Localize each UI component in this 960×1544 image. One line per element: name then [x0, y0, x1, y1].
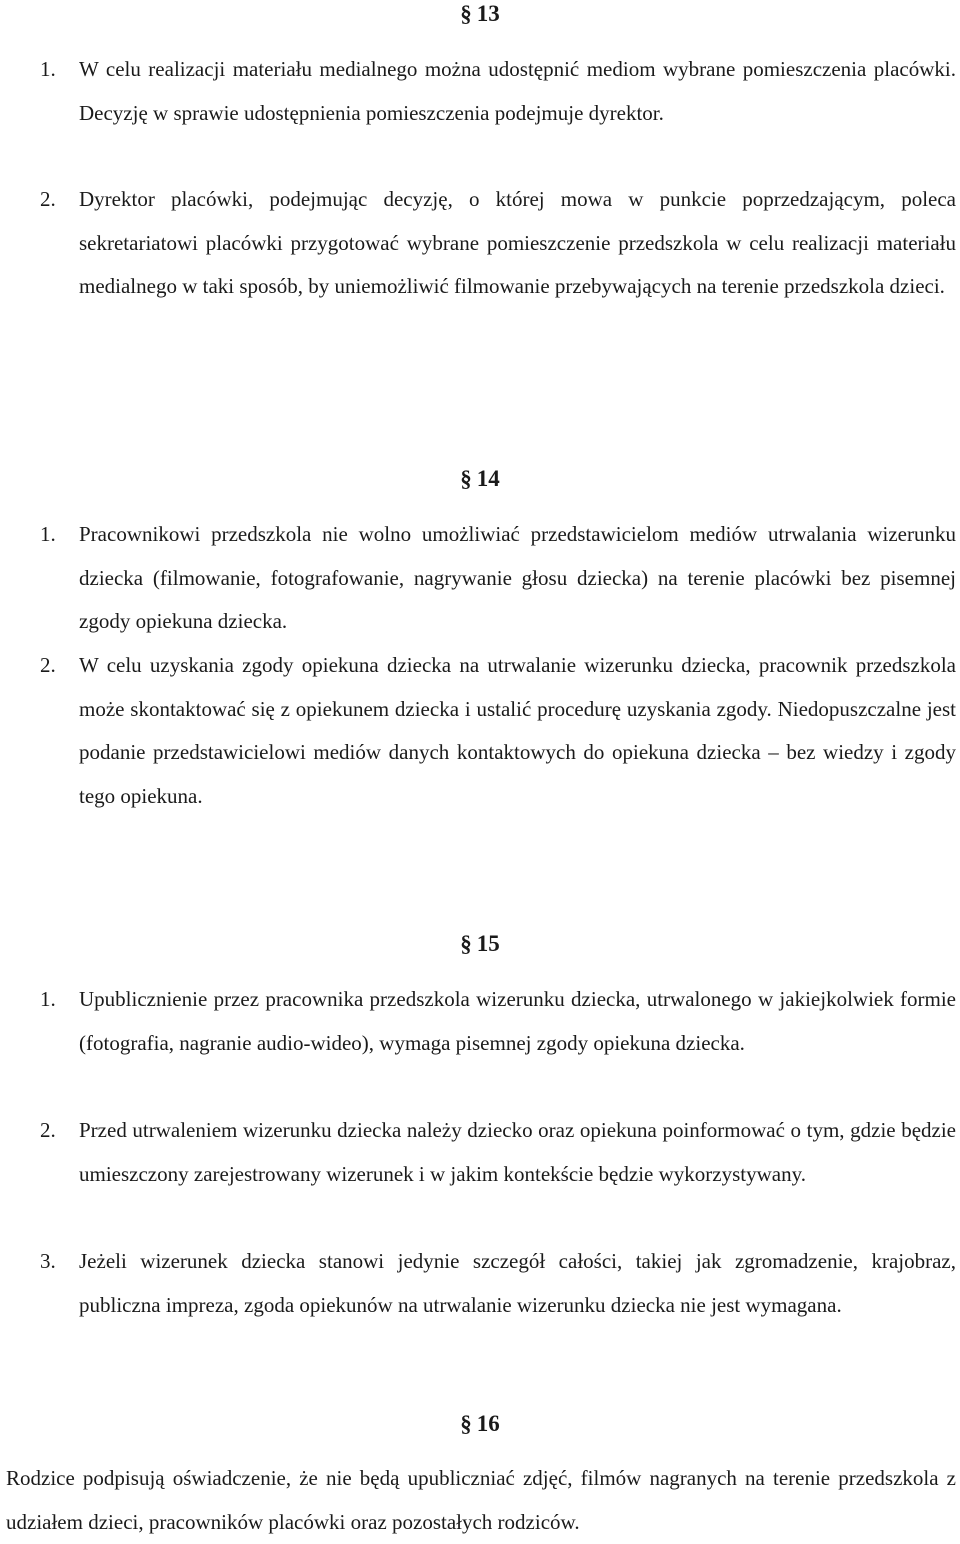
section-13-point-1	[40, 48, 956, 135]
section-number: 15	[476, 931, 500, 956]
point-text: W celu realizacji materiału medialnego można udostępnić mediom wybrane pomieszczenia placówki. Decyzję w sprawie udostępnienia pomieszczenia podejmuje dyrektor.	[79, 57, 956, 125]
section-heading-13	[0, 0, 960, 28]
section-symbol: §	[460, 1411, 472, 1436]
point-text: Dyrektor placówki, podejmując decyzję, o której mowa w punkcie poprzedzającym, poleca sekretariatowi placówki przygotować wybrane pomieszczenie przedszkola w celu realizacji materiału medialnego w taki sposób, by uniemożliwić filmowanie przebywających na terenie przedszkola dzieci.	[79, 187, 956, 298]
point-number: 1.	[40, 57, 56, 81]
section-15-point-2	[40, 1109, 956, 1196]
point-text: Upublicznienie przez pracownika przedszkola wizerunku dziecka, utrwalonego w jakiejkolwiek formie (fotografia, nagranie audio-wideo), wymaga pisemnej zgody opiekuna dziecka.	[79, 987, 956, 1055]
point-text: W celu uzyskania zgody opiekuna dziecka na utrwalanie wizerunku dziecka, pracownik przedszkola może skontaktować się z opiekunem dziecka i ustalić procedurę uzyskania zgody. Niedopuszczalne jest podanie przedstawicielowi mediów danych kontaktowych do opiekuna dziecka – bez wiedzy i zgody tego opiekuna.	[79, 653, 956, 808]
section-15-point-1	[40, 978, 956, 1065]
section-number: 14	[476, 466, 500, 491]
section-15-point-3	[40, 1240, 956, 1327]
section-heading-15	[0, 930, 960, 958]
point-number: 2.	[40, 1118, 56, 1142]
section-number: 13	[476, 1, 500, 26]
point-text: Pracownikowi przedszkola nie wolno umożliwiać przedstawicielom mediów utrwalania wizerunku dziecka (filmowanie, fotografowanie, nagrywanie głosu dziecka) na terenie placówki bez pisemnej zgody opiekuna dziecka.	[79, 522, 956, 633]
point-text: Jeżeli wizerunek dziecka stanowi jedynie szczegół całości, takiej jak zgromadzenie, krajobraz, publiczna impreza, zgoda opiekunów na utrwalanie wizerunku dziecka nie jest wymagana.	[79, 1249, 956, 1317]
section-symbol: §	[460, 466, 472, 491]
section-heading-14	[0, 465, 960, 493]
section-number: 16	[476, 1411, 500, 1436]
section-heading-16	[0, 1410, 960, 1438]
section-13-point-2	[40, 178, 956, 309]
point-text: Przed utrwaleniem wizerunku dziecka należy dziecko oraz opiekuna poinformować o tym, gdzie będzie umieszczony zarejestrowany wizerunek i w jakim kontekście będzie wykorzystywany.	[79, 1118, 956, 1186]
section-16-text: Rodzice podpisują oświadczenie, że nie będą upubliczniać zdjęć, filmów nagranych na terenie przedszkola z udziałem dzieci, pracowników placówki oraz pozostałych rodziców.	[6, 1466, 956, 1534]
section-symbol: §	[460, 931, 472, 956]
point-number: 2.	[40, 653, 56, 677]
point-number: 1.	[40, 522, 56, 546]
point-number: 1.	[40, 987, 56, 1011]
point-number: 2.	[40, 187, 56, 211]
point-number: 3.	[40, 1249, 56, 1273]
section-14-point-1	[40, 513, 956, 644]
section-14-point-2	[40, 644, 956, 818]
section-symbol: §	[460, 1, 472, 26]
